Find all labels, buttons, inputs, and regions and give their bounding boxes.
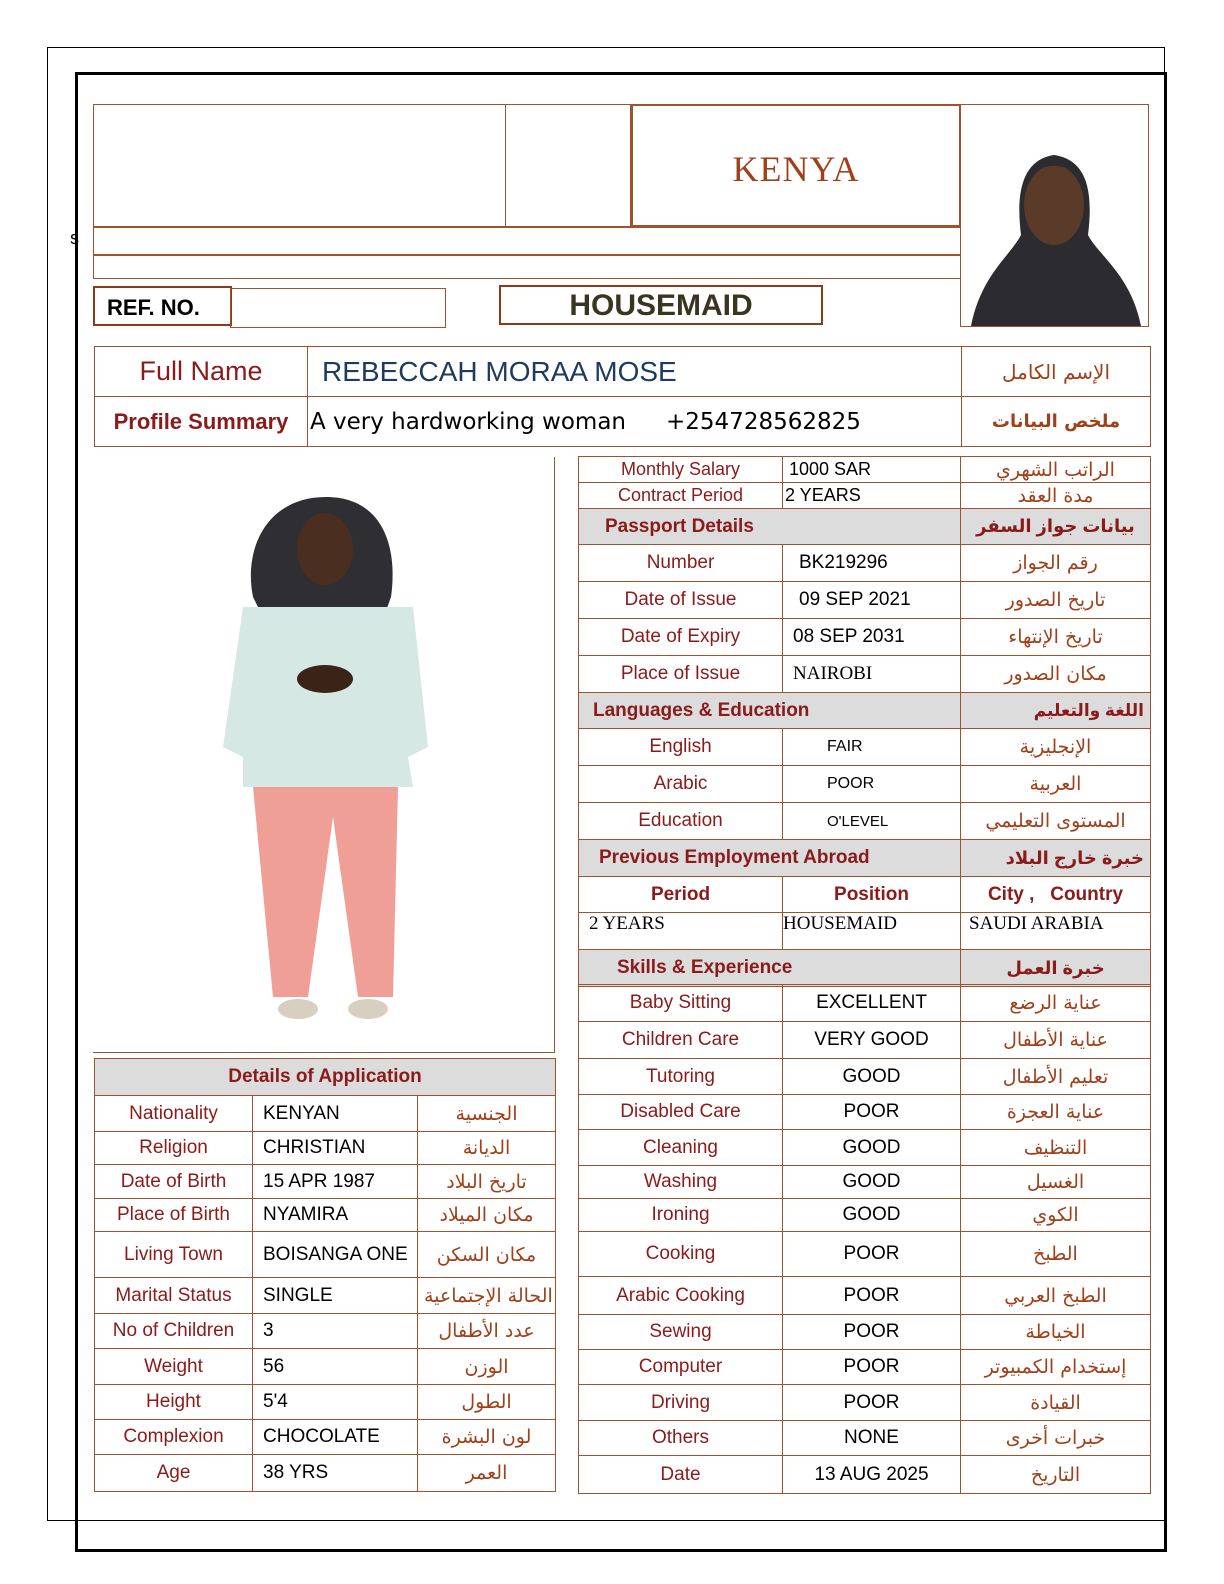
passport-number-value: BK219296 xyxy=(783,545,961,582)
skill-row xyxy=(579,1130,1151,1166)
skill-ar: الغسيل xyxy=(961,1166,1151,1199)
education-value: O'LEVEL xyxy=(783,803,961,840)
skill-level: POOR xyxy=(783,1095,961,1130)
issue-place-label: Place of Issue xyxy=(579,656,783,693)
employment-position: HOUSEMAID xyxy=(783,913,961,950)
application-row xyxy=(95,1385,556,1420)
contract-table xyxy=(578,456,1151,987)
application-value: KENYAN xyxy=(253,1096,418,1132)
skill-label: Children Care xyxy=(579,1022,783,1059)
employment-place: SAUDI ARABIA xyxy=(961,913,1151,950)
application-row xyxy=(95,1420,556,1455)
profile-table xyxy=(94,346,1151,447)
skill-ar: التاريخ xyxy=(961,1456,1151,1494)
employment-header-period: Period xyxy=(579,877,783,913)
application-ar: الجنسية xyxy=(418,1096,556,1132)
skill-level: POOR xyxy=(783,1315,961,1350)
skill-ar: إستخدام الكمبيوتر xyxy=(961,1350,1151,1385)
languages-section-title: Languages & Education xyxy=(579,693,961,729)
issue-date-value: 09 SEP 2021 xyxy=(783,582,961,619)
application-label: No of Children xyxy=(95,1314,253,1349)
english-value: FAIR xyxy=(783,729,961,766)
full-name-label: Full Name xyxy=(95,347,308,397)
skill-ar: القيادة xyxy=(961,1385,1151,1421)
skill-row xyxy=(579,1277,1151,1315)
skill-label: Computer xyxy=(579,1350,783,1385)
skill-ar: التنظيف xyxy=(961,1130,1151,1166)
skill-level: GOOD xyxy=(783,1059,961,1095)
skill-label: Baby Sitting xyxy=(579,985,783,1022)
summary-cell xyxy=(308,397,962,447)
skill-row xyxy=(579,1421,1151,1456)
skill-ar: عناية الرضع xyxy=(961,985,1151,1022)
application-row xyxy=(95,1455,556,1492)
skill-label: Tutoring xyxy=(579,1059,783,1095)
contract-period-label: Contract Period xyxy=(579,483,783,509)
arabic-ar: العربية xyxy=(961,766,1151,803)
application-row xyxy=(95,1165,556,1199)
passport-number-label: Number xyxy=(579,545,783,582)
country-name: KENYA xyxy=(732,149,860,189)
country-box xyxy=(631,104,961,227)
application-table xyxy=(94,1058,556,1492)
application-value: BOISANGA ONE xyxy=(253,1232,418,1278)
application-ar: الطول xyxy=(418,1385,556,1420)
application-ar: مكان الميلاد xyxy=(418,1199,556,1232)
salary-label: Monthly Salary xyxy=(579,457,783,483)
application-row xyxy=(95,1096,556,1132)
arabic-label: Arabic xyxy=(579,766,783,803)
application-value: SINGLE xyxy=(253,1278,418,1314)
application-label: Place of Birth xyxy=(95,1199,253,1232)
skill-row xyxy=(579,1059,1151,1095)
arabic-value: POOR xyxy=(783,766,961,803)
application-ar: الديانة xyxy=(418,1132,556,1165)
skill-level: EXCELLENT xyxy=(783,985,961,1022)
application-value: 15 APR 1987 xyxy=(253,1165,418,1199)
skill-ar: عناية العجزة xyxy=(961,1095,1151,1130)
application-ar: مكان السكن xyxy=(418,1232,556,1278)
passport-number-ar: رقم الجواز xyxy=(961,545,1151,582)
application-value: CHOCOLATE xyxy=(253,1420,418,1455)
headshot-image xyxy=(961,105,1148,326)
application-label: Marital Status xyxy=(95,1278,253,1314)
application-ar: عدد الأطفال xyxy=(418,1314,556,1349)
application-label: Nationality xyxy=(95,1096,253,1132)
skill-label: Arabic Cooking xyxy=(579,1277,783,1315)
skill-label: Ironing xyxy=(579,1199,783,1232)
passport-section-ar: بيانات جواز السفر xyxy=(961,509,1151,545)
application-label: Complexion xyxy=(95,1420,253,1455)
application-value: 38 YRS xyxy=(253,1455,418,1492)
employment-section-title: Previous Employment Abroad xyxy=(579,840,961,877)
application-value: 3 xyxy=(253,1314,418,1349)
phone-number: +254728562825 xyxy=(666,408,861,435)
skill-level: POOR xyxy=(783,1232,961,1277)
salary-ar: الراتب الشهري xyxy=(961,457,1151,483)
application-label: Age xyxy=(95,1455,253,1492)
full-body-image xyxy=(93,457,553,1051)
skill-level: GOOD xyxy=(783,1166,961,1199)
skill-level: POOR xyxy=(783,1277,961,1315)
skill-level: VERY GOOD xyxy=(783,1022,961,1059)
application-row xyxy=(95,1314,556,1349)
ref-value xyxy=(230,288,446,328)
skill-row xyxy=(579,1350,1151,1385)
full-name-value: REBECCAH MORAA MOSE xyxy=(308,347,962,397)
skill-row xyxy=(579,1385,1151,1421)
application-ar: العمر xyxy=(418,1455,556,1492)
application-value: 5'4 xyxy=(253,1385,418,1420)
skill-ar: خبرات أخرى xyxy=(961,1421,1151,1456)
application-ar: الوزن xyxy=(418,1349,556,1385)
skill-row xyxy=(579,985,1151,1022)
english-label: English xyxy=(579,729,783,766)
application-label: Weight xyxy=(95,1349,253,1385)
application-ar: لون البشرة xyxy=(418,1420,556,1455)
application-row xyxy=(95,1232,556,1278)
employment-section-ar: خبرة خارج البلاد xyxy=(961,840,1151,877)
application-row xyxy=(95,1349,556,1385)
skill-label: Sewing xyxy=(579,1315,783,1350)
issue-date-label: Date of Issue xyxy=(579,582,783,619)
education-ar: المستوى التعليمي xyxy=(961,803,1151,840)
skill-ar: الطبخ xyxy=(961,1232,1151,1277)
issue-date-ar: تاريخ الصدور xyxy=(961,582,1151,619)
application-ar: الحالة الإجتماعية xyxy=(418,1278,556,1314)
employment-header-position: Position xyxy=(783,877,961,913)
application-value: NYAMIRA xyxy=(253,1199,418,1232)
skill-row xyxy=(579,1022,1151,1059)
skill-level: 13 AUG 2025 xyxy=(783,1456,961,1494)
application-value: 56 xyxy=(253,1349,418,1385)
full-name-ar: الإسم الكامل xyxy=(962,347,1151,397)
skill-label: Cooking xyxy=(579,1232,783,1277)
skill-ar: عناية الأطفال xyxy=(961,1022,1151,1059)
application-section-title: Details of Application xyxy=(95,1059,556,1096)
application-row xyxy=(95,1278,556,1314)
skills-table xyxy=(578,984,1151,1494)
application-row xyxy=(95,1199,556,1232)
summary-text: A very hardworking woman xyxy=(310,408,627,435)
education-label: Education xyxy=(579,803,783,840)
skill-level: POOR xyxy=(783,1350,961,1385)
employment-header-place: City , Country xyxy=(961,877,1151,913)
skill-label: Disabled Care xyxy=(579,1095,783,1130)
contract-period-ar: مدة العقد xyxy=(961,483,1151,509)
passport-section-title: Passport Details xyxy=(579,509,961,545)
skill-label: Driving xyxy=(579,1385,783,1421)
expiry-date-ar: تاريخ الإنتهاء xyxy=(961,619,1151,656)
headshot-photo xyxy=(960,104,1149,327)
skill-label: Date xyxy=(579,1456,783,1494)
expiry-date-value: 08 SEP 2031 xyxy=(783,619,961,656)
job-title: HOUSEMAID xyxy=(499,285,823,325)
skills-section-title: Skills & Experience xyxy=(579,950,961,987)
skill-level: POOR xyxy=(783,1385,961,1421)
skill-ar: الخياطة xyxy=(961,1315,1151,1350)
ref-label: REF. NO. xyxy=(93,286,232,326)
expiry-date-label: Date of Expiry xyxy=(579,619,783,656)
summary-ar: ملخص البيانات xyxy=(962,397,1151,447)
summary-label: Profile Summary xyxy=(95,397,308,447)
skill-row xyxy=(579,1095,1151,1130)
skill-label: Cleaning xyxy=(579,1130,783,1166)
skill-row xyxy=(579,1199,1151,1232)
skill-row xyxy=(579,1315,1151,1350)
skill-row xyxy=(579,1456,1151,1494)
skill-label: Washing xyxy=(579,1166,783,1199)
skill-level: NONE xyxy=(783,1421,961,1456)
skill-ar: الكوي xyxy=(961,1199,1151,1232)
english-ar: الإنجليزية xyxy=(961,729,1151,766)
skill-label: Others xyxy=(579,1421,783,1456)
header-cell xyxy=(505,104,631,227)
application-label: Date of Birth xyxy=(95,1165,253,1199)
application-label: Height xyxy=(95,1385,253,1420)
logo-box xyxy=(93,104,506,227)
skill-ar: تعليم الأطفال xyxy=(961,1059,1151,1095)
application-value: CHRISTIAN xyxy=(253,1132,418,1165)
skill-level: GOOD xyxy=(783,1199,961,1232)
application-label: Religion xyxy=(95,1132,253,1165)
skill-row xyxy=(579,1232,1151,1277)
full-body-photo xyxy=(93,457,555,1053)
contract-period-value: 2 YEARS xyxy=(783,483,961,509)
issue-place-ar: مكان الصدور xyxy=(961,656,1151,693)
skill-ar: الطبخ العربي xyxy=(961,1277,1151,1315)
application-label: Living Town xyxy=(95,1232,253,1278)
skills-section-ar: خبرة العمل xyxy=(961,950,1151,987)
employment-period: 2 YEARS xyxy=(579,913,783,950)
header-strip-1 xyxy=(93,227,961,255)
application-ar: تاريخ البلاد xyxy=(418,1165,556,1199)
skill-level: GOOD xyxy=(783,1130,961,1166)
header-strip-2 xyxy=(93,255,961,279)
issue-place-value: NAIROBI xyxy=(783,656,961,693)
stray-mark: s xyxy=(70,228,79,248)
skill-row xyxy=(579,1166,1151,1199)
application-row xyxy=(95,1132,556,1165)
languages-section-ar: اللغة والتعليم xyxy=(961,693,1151,729)
salary-value: 1000 SAR xyxy=(783,457,961,483)
